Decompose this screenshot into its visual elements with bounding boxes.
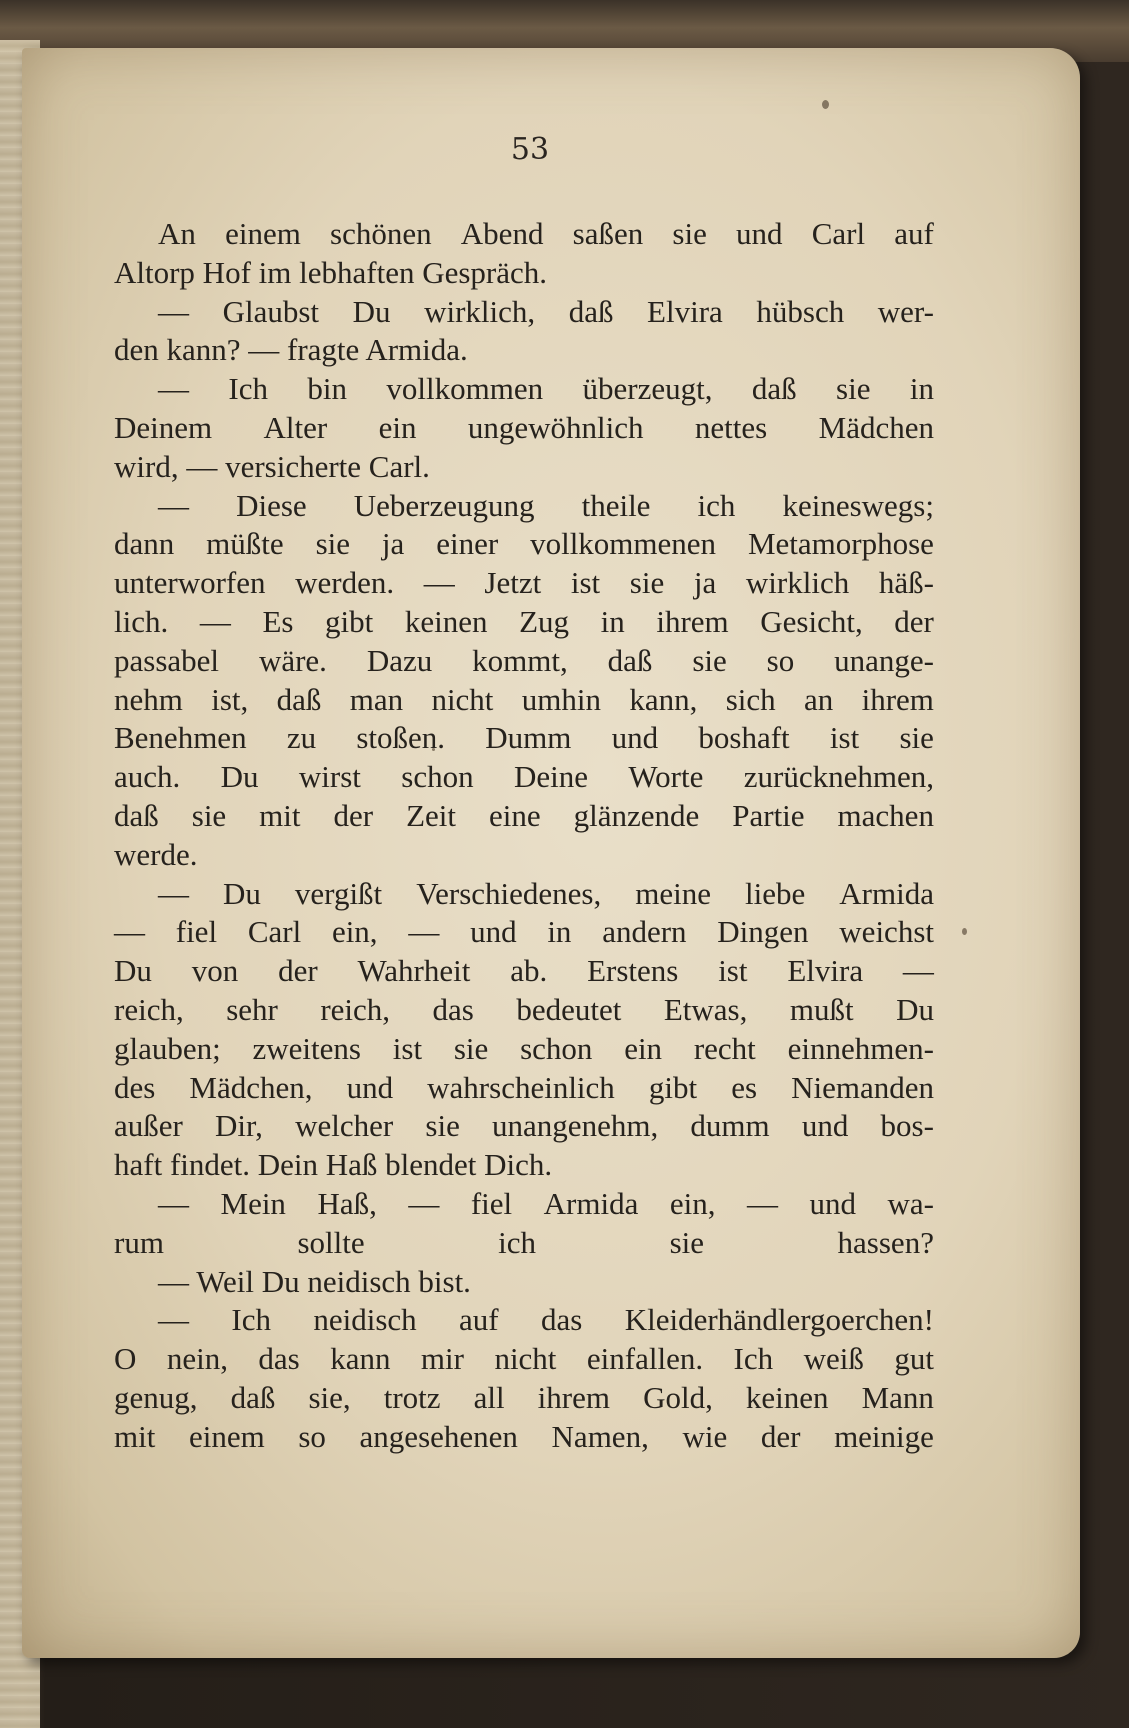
word: Gesicht, bbox=[760, 603, 863, 639]
word: Glaubst bbox=[222, 293, 320, 329]
word: unangenehm, bbox=[492, 1108, 659, 1144]
word: des bbox=[114, 1069, 156, 1105]
word: dann bbox=[114, 526, 175, 562]
word: glänzende bbox=[573, 797, 700, 833]
word: vollkommen bbox=[386, 371, 544, 407]
word: meinige bbox=[834, 1418, 934, 1454]
word: Partie bbox=[732, 797, 805, 833]
word: liebe bbox=[745, 875, 806, 911]
text-line bbox=[114, 1146, 934, 1185]
word: reich, bbox=[320, 991, 391, 1027]
word: müßte bbox=[206, 526, 284, 562]
text-line bbox=[114, 1301, 934, 1340]
word: ist bbox=[829, 720, 860, 756]
word: und bbox=[801, 1108, 849, 1144]
text-line bbox=[114, 1224, 934, 1263]
word: zweitens bbox=[252, 1030, 361, 1066]
word: das bbox=[432, 991, 474, 1027]
word: Dumm bbox=[485, 720, 572, 756]
word: in bbox=[600, 603, 625, 639]
word: — bbox=[408, 1185, 440, 1221]
word: vollkommenen bbox=[530, 526, 717, 562]
word: — bbox=[114, 914, 145, 950]
word: sie bbox=[672, 216, 707, 251]
word: daß bbox=[230, 1379, 276, 1415]
word: sie bbox=[191, 797, 227, 833]
word: werden. bbox=[295, 565, 395, 601]
word: das bbox=[258, 1341, 300, 1377]
word: mir bbox=[420, 1341, 464, 1377]
word: O bbox=[114, 1341, 137, 1377]
word: passabel bbox=[114, 642, 220, 678]
word: Benehmen bbox=[114, 720, 247, 756]
word: eine bbox=[488, 797, 541, 833]
word: Armida bbox=[543, 1185, 639, 1221]
word: zu bbox=[286, 720, 317, 756]
word: machen bbox=[837, 797, 934, 833]
word: all bbox=[473, 1379, 505, 1415]
word: der bbox=[760, 1418, 801, 1454]
word: der bbox=[278, 953, 318, 989]
word: Du bbox=[114, 953, 152, 989]
word: ungewöhnlich bbox=[467, 409, 644, 445]
text-line bbox=[114, 603, 934, 642]
word: fiel bbox=[470, 1185, 513, 1221]
word: saßen bbox=[572, 216, 644, 251]
word: Gold, bbox=[643, 1379, 713, 1415]
word: meine bbox=[635, 875, 712, 911]
text-line bbox=[114, 409, 934, 448]
text-line bbox=[114, 254, 934, 293]
word: schon bbox=[520, 1030, 593, 1066]
text-line bbox=[114, 875, 934, 914]
text-line bbox=[114, 681, 934, 720]
word: nein, bbox=[166, 1341, 228, 1377]
word: der bbox=[333, 797, 374, 833]
word: bedeutet bbox=[516, 991, 622, 1027]
word: daß bbox=[568, 293, 614, 329]
word: sie, bbox=[308, 1379, 351, 1415]
word: und bbox=[346, 1069, 394, 1105]
word: wirklich bbox=[745, 565, 850, 601]
text-line bbox=[114, 758, 934, 797]
word: Etwas, bbox=[663, 991, 748, 1027]
word: zurücknehmen, bbox=[743, 759, 934, 795]
word: Elvira bbox=[647, 293, 723, 329]
word: — bbox=[746, 1185, 778, 1221]
word: sie bbox=[669, 1224, 705, 1260]
word: ist bbox=[718, 953, 748, 989]
word: trotz bbox=[383, 1379, 441, 1415]
text-line-content: werde. bbox=[114, 836, 198, 872]
word: sie bbox=[692, 642, 727, 678]
word: und bbox=[809, 1185, 856, 1221]
word: schon bbox=[401, 759, 474, 795]
word: Du bbox=[896, 991, 934, 1027]
word: vergißt bbox=[294, 875, 383, 911]
word: sie bbox=[836, 371, 871, 407]
word: ab. bbox=[510, 953, 548, 989]
word: ist, bbox=[211, 681, 249, 717]
text-line bbox=[114, 525, 934, 564]
word: einer bbox=[436, 526, 499, 562]
word: sich bbox=[725, 681, 776, 717]
word: Du bbox=[220, 759, 259, 795]
word: in bbox=[547, 914, 572, 950]
word: mußt bbox=[789, 991, 854, 1027]
word: Dazu bbox=[366, 642, 433, 678]
text-line bbox=[114, 1263, 934, 1302]
word: auch. bbox=[114, 759, 181, 795]
word: man bbox=[349, 681, 404, 717]
word: ja bbox=[381, 526, 405, 562]
word: nicht bbox=[431, 681, 494, 717]
word: Dingen bbox=[717, 914, 809, 950]
text-line-content: den kann? — fragte Armida. bbox=[114, 332, 468, 368]
word: Deine bbox=[514, 759, 589, 795]
word: — bbox=[902, 953, 934, 989]
word: daß bbox=[114, 797, 159, 833]
body-text bbox=[114, 215, 934, 1457]
word: angesehenen bbox=[359, 1418, 518, 1454]
word: einnehmen- bbox=[787, 1030, 934, 1066]
word: sie bbox=[629, 565, 665, 601]
word: Diese bbox=[236, 487, 307, 523]
text-line bbox=[114, 564, 934, 603]
word: — bbox=[158, 371, 189, 407]
word: — bbox=[158, 487, 189, 523]
word: von bbox=[191, 953, 239, 989]
word: dumm bbox=[690, 1108, 770, 1144]
text-line bbox=[114, 215, 934, 254]
word: sie bbox=[425, 1108, 460, 1144]
word: rum bbox=[114, 1224, 164, 1260]
word: Ueberzeugung bbox=[353, 487, 535, 523]
word: keineswegs; bbox=[782, 487, 934, 523]
word: Zeit bbox=[406, 797, 456, 833]
word: daß bbox=[276, 681, 322, 717]
word: ja bbox=[693, 565, 717, 601]
word: wahrscheinlich bbox=[427, 1069, 615, 1105]
text-line bbox=[114, 1185, 934, 1224]
word: unange- bbox=[834, 642, 934, 678]
text-line-content: — Weil Du neidisch bist. bbox=[158, 1263, 471, 1299]
word: Es bbox=[262, 603, 294, 639]
word: kann bbox=[330, 1341, 391, 1377]
word: An bbox=[158, 216, 196, 251]
text-line-content: wird, — versicherte Carl. bbox=[114, 448, 430, 484]
word: kann, bbox=[629, 681, 698, 717]
word: ein, bbox=[331, 914, 378, 950]
word: Carl bbox=[247, 914, 302, 950]
text-line bbox=[114, 1418, 934, 1457]
word: in bbox=[909, 371, 934, 407]
word: auf bbox=[459, 1302, 499, 1338]
word: lich. bbox=[114, 603, 169, 639]
word: boshaft bbox=[698, 720, 790, 756]
word: neidisch bbox=[313, 1302, 417, 1338]
word: — bbox=[158, 1302, 189, 1338]
text-line bbox=[114, 448, 934, 487]
word: nicht bbox=[494, 1341, 557, 1377]
text-line bbox=[114, 487, 934, 526]
word: und bbox=[470, 914, 517, 950]
word: Namen, bbox=[551, 1418, 649, 1454]
word: und bbox=[611, 720, 659, 756]
text-line bbox=[114, 797, 934, 836]
word: andern bbox=[602, 914, 687, 950]
word: Abend bbox=[460, 216, 544, 251]
word: wäre. bbox=[258, 642, 327, 678]
text-line bbox=[114, 642, 934, 681]
word: gibt bbox=[325, 603, 374, 639]
word: daß bbox=[607, 642, 653, 678]
word: — bbox=[158, 1185, 189, 1221]
word: keinen bbox=[404, 603, 488, 639]
word: welcher bbox=[295, 1108, 394, 1144]
word: einem bbox=[225, 216, 301, 251]
ink-spot bbox=[962, 928, 967, 935]
word: recht bbox=[693, 1030, 756, 1066]
word: gut bbox=[894, 1341, 934, 1377]
text-line-content: Altorp Hof im lebhaften Gespräch. bbox=[114, 254, 548, 290]
word: einem bbox=[188, 1418, 265, 1454]
word: — bbox=[158, 875, 189, 911]
word: wie bbox=[682, 1418, 728, 1454]
word: Niemanden bbox=[791, 1069, 934, 1105]
word: Armida bbox=[839, 875, 934, 911]
text-line bbox=[114, 1030, 934, 1069]
text-line bbox=[114, 370, 934, 409]
word: weiß bbox=[803, 1341, 864, 1377]
word: ich bbox=[697, 487, 736, 523]
word: Erstens bbox=[587, 953, 679, 989]
word: wirst bbox=[298, 759, 361, 795]
text-line bbox=[114, 1107, 934, 1146]
word: so bbox=[766, 642, 795, 678]
word: Ich bbox=[733, 1341, 774, 1377]
word: ihrem bbox=[861, 681, 934, 717]
word: fiel bbox=[175, 914, 218, 950]
word: — bbox=[423, 565, 455, 601]
word: ist bbox=[392, 1030, 423, 1066]
word: Mann bbox=[861, 1379, 934, 1415]
word: Worte bbox=[628, 759, 704, 795]
word: — bbox=[199, 603, 231, 639]
word: häß- bbox=[878, 565, 934, 601]
word: keinen bbox=[745, 1379, 829, 1415]
word: Carl bbox=[811, 216, 866, 251]
word: Mein bbox=[220, 1185, 286, 1221]
word: Jetzt bbox=[484, 565, 542, 601]
word: bin bbox=[307, 371, 347, 407]
word: — bbox=[158, 293, 189, 329]
word: so bbox=[298, 1418, 326, 1454]
text-line bbox=[114, 1069, 934, 1108]
text-line bbox=[114, 719, 934, 758]
word: umhin bbox=[521, 681, 602, 717]
word: nehm bbox=[114, 681, 183, 717]
word: unterworfen bbox=[114, 565, 266, 601]
text-line bbox=[114, 952, 934, 991]
word: Deinem bbox=[114, 409, 213, 445]
word: mit bbox=[114, 1418, 156, 1454]
word: stoßen. bbox=[356, 720, 446, 756]
word: mit bbox=[259, 797, 301, 833]
word: glauben; bbox=[114, 1030, 221, 1066]
text-line-content: haft findet. Dein Haß blendet Dich. bbox=[114, 1147, 553, 1183]
word: hübsch bbox=[756, 293, 845, 329]
word: reich, bbox=[114, 991, 184, 1027]
word: sehr bbox=[226, 991, 278, 1027]
word: ist bbox=[570, 565, 601, 601]
word: ich bbox=[498, 1224, 537, 1260]
word: kommt, bbox=[472, 642, 568, 678]
text-line bbox=[114, 836, 934, 875]
word: schönen bbox=[330, 216, 432, 251]
word: ihrem bbox=[656, 603, 729, 639]
word: Du bbox=[223, 875, 261, 911]
word: Elvira bbox=[787, 953, 864, 989]
word: sie bbox=[453, 1030, 489, 1066]
word: an bbox=[804, 681, 834, 717]
word: wer- bbox=[877, 293, 934, 329]
word: Metamorphose bbox=[747, 526, 934, 562]
word: weichst bbox=[839, 914, 934, 950]
text-line bbox=[114, 1340, 934, 1379]
word: theile bbox=[581, 487, 651, 523]
word: ein, bbox=[669, 1185, 716, 1221]
text-line bbox=[114, 991, 934, 1030]
word: wa- bbox=[887, 1185, 934, 1221]
word: genug, bbox=[114, 1379, 198, 1415]
page-number: 53 bbox=[510, 132, 550, 167]
word: überzeugt, bbox=[582, 371, 713, 407]
word: hassen? bbox=[837, 1224, 934, 1260]
word: nettes bbox=[694, 409, 768, 445]
word: der bbox=[894, 603, 934, 639]
word: Alter bbox=[263, 409, 328, 445]
text-line bbox=[114, 1379, 934, 1418]
word: Zug bbox=[519, 603, 570, 639]
word: sie bbox=[315, 526, 351, 562]
word: ein bbox=[624, 1030, 663, 1066]
word: daß bbox=[751, 371, 797, 407]
ink-spot bbox=[822, 100, 829, 109]
text-line bbox=[114, 331, 934, 370]
word: Dir, bbox=[215, 1108, 263, 1144]
word: — bbox=[408, 914, 440, 950]
word: Mädchen bbox=[818, 409, 934, 445]
word: wirklich, bbox=[424, 293, 536, 329]
word: ein bbox=[378, 409, 417, 445]
word: bos- bbox=[880, 1108, 934, 1144]
word: das bbox=[541, 1302, 583, 1338]
text-line bbox=[114, 293, 934, 332]
word: Mädchen, bbox=[189, 1069, 313, 1105]
word: und bbox=[736, 216, 783, 251]
word: Kleiderhändlergoerchen! bbox=[624, 1302, 934, 1338]
word: Wahrheit bbox=[357, 953, 471, 989]
word: einfallen. bbox=[586, 1341, 704, 1377]
word: ihrem bbox=[537, 1379, 610, 1415]
word: auf bbox=[894, 216, 934, 251]
word: außer bbox=[114, 1108, 183, 1144]
word: Du bbox=[352, 293, 391, 329]
word: sollte bbox=[297, 1224, 365, 1260]
word: Haß, bbox=[317, 1185, 377, 1221]
word: gibt bbox=[648, 1069, 698, 1105]
word: Ich bbox=[231, 1302, 271, 1338]
word: Ich bbox=[228, 371, 268, 407]
word: sie bbox=[899, 720, 934, 756]
word: Verschiedenes, bbox=[416, 875, 602, 911]
word: es bbox=[731, 1069, 758, 1105]
text-line bbox=[114, 913, 934, 952]
